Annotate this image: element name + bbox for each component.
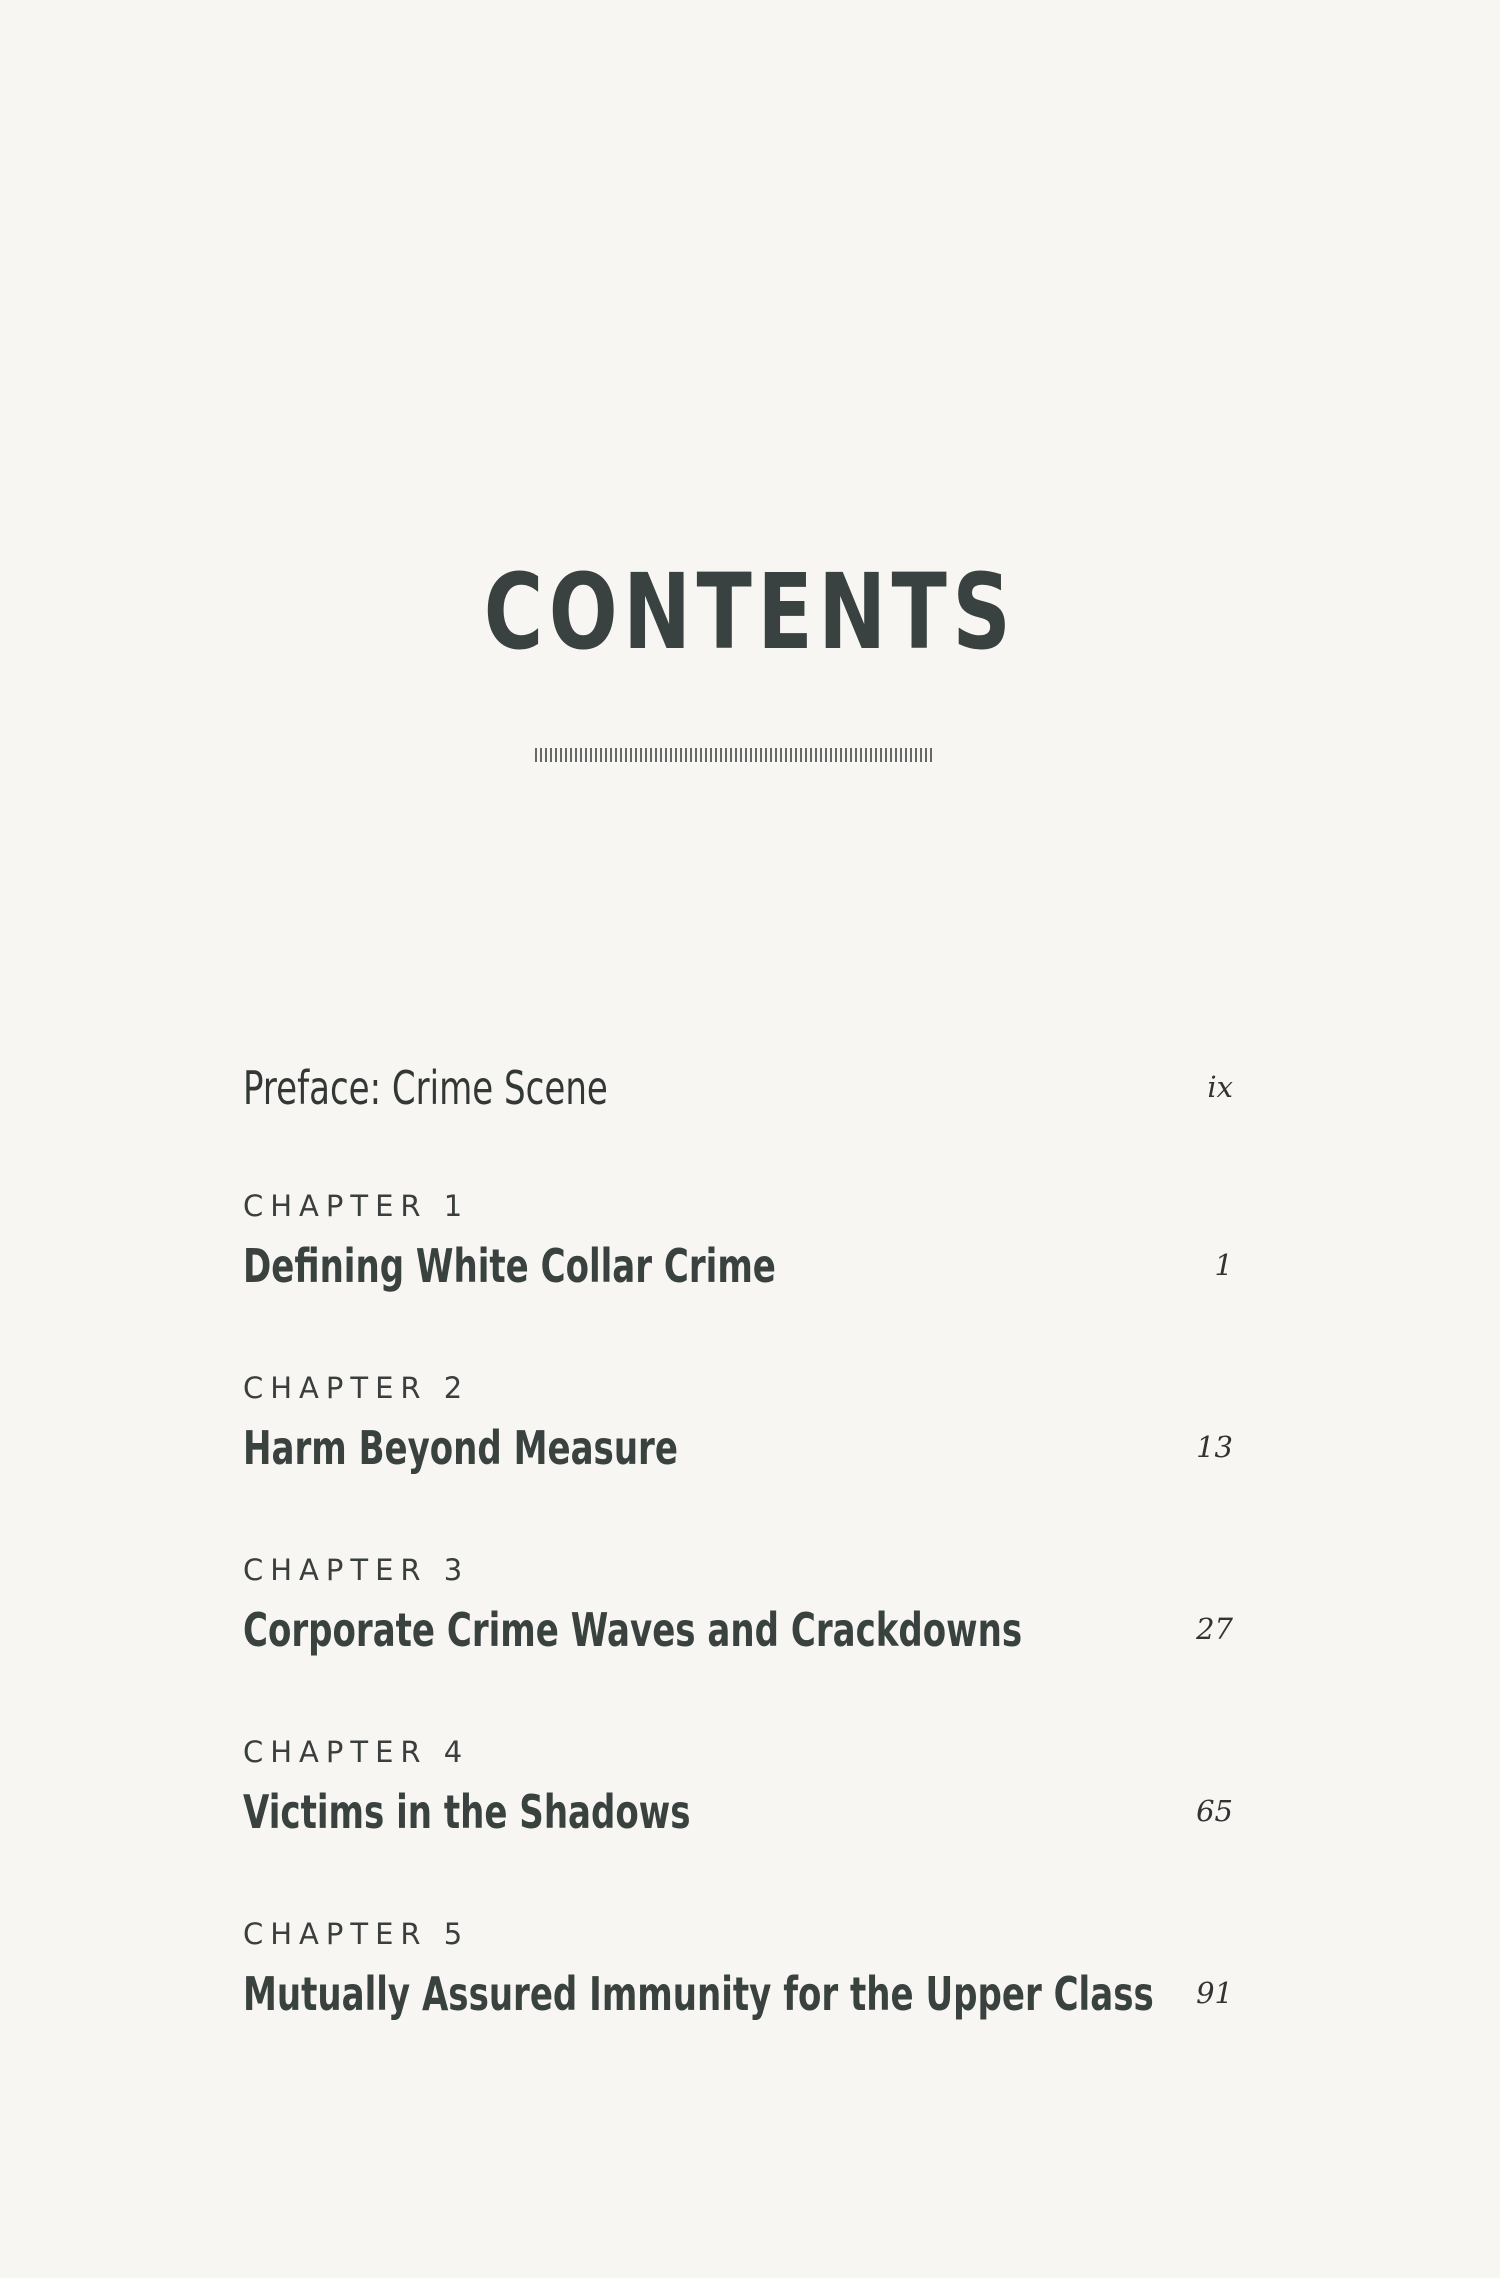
- toc-entry-chapter-1[interactable]: [243, 1189, 1233, 1297]
- toc-page-number: 1: [1214, 1248, 1233, 1282]
- page-title: CONTENTS: [483, 551, 1017, 673]
- toc-page-number: ix: [1207, 1070, 1233, 1104]
- toc-entry-title: Preface: Crime Scene: [243, 1061, 608, 1115]
- toc-row: [243, 1787, 1233, 1843]
- chapter-label: CHAPTER 3: [243, 1553, 470, 1587]
- toc-entry-chapter-3[interactable]: [243, 1553, 1233, 1661]
- toc-row: [243, 1241, 1233, 1297]
- toc-entry-title: Victims in the Shadows: [243, 1785, 691, 1839]
- chapter-label: CHAPTER 1: [243, 1189, 470, 1223]
- toc-entry-title: Mutually Assured Immunity for the Upper Class: [243, 1967, 1154, 2021]
- toc-entry-preface[interactable]: [243, 1063, 1233, 1119]
- toc-entry-chapter-5[interactable]: [243, 1917, 1233, 2025]
- toc-page-number: 27: [1196, 1612, 1233, 1646]
- toc-row: [243, 1969, 1233, 2025]
- decorative-rule: [535, 748, 935, 762]
- toc-row: [243, 1063, 1233, 1119]
- chapter-label: CHAPTER 4: [243, 1735, 470, 1769]
- toc-row: [243, 1605, 1233, 1661]
- chapter-label: CHAPTER 2: [243, 1371, 470, 1405]
- toc-entry-chapter-4[interactable]: [243, 1735, 1233, 1843]
- toc-entry-title: Defining White Collar Crime: [243, 1239, 776, 1293]
- chapter-label: CHAPTER 5: [243, 1917, 470, 1951]
- toc-entry-chapter-2[interactable]: [243, 1371, 1233, 1479]
- toc-entry-title: Harm Beyond Measure: [243, 1421, 678, 1475]
- toc-page-number: 13: [1196, 1430, 1233, 1464]
- toc-row: [243, 1423, 1233, 1479]
- toc-entry-title: Corporate Crime Waves and Crackdowns: [243, 1603, 1023, 1657]
- toc-page-number: 91: [1196, 1976, 1233, 2010]
- toc-page-number: 65: [1196, 1794, 1233, 1828]
